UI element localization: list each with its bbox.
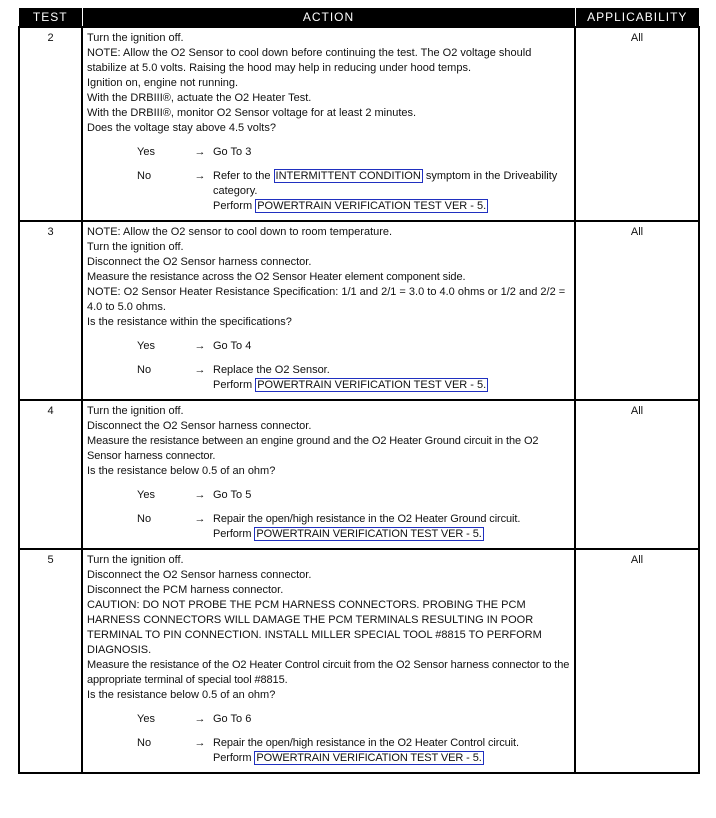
header-test: TEST xyxy=(19,8,82,27)
yes-text: Go To 4 xyxy=(213,340,252,352)
action-line: Turn the ignition off. xyxy=(87,32,184,44)
yes-label: Yes xyxy=(137,489,155,501)
test-number: 2 xyxy=(19,27,82,221)
test-number: 3 xyxy=(19,221,82,400)
header-row xyxy=(19,8,699,27)
no-label: No xyxy=(137,737,152,749)
arrow-icon: → xyxy=(194,146,206,158)
arrow-icon: → xyxy=(194,737,206,749)
no-text-pre: Refer to the xyxy=(213,170,274,182)
yes-branch xyxy=(87,145,570,160)
no-label: No xyxy=(137,364,152,376)
no-text xyxy=(213,736,570,766)
powertrain-verification-link[interactable]: POWERTRAIN VERIFICATION TEST VER - 5. xyxy=(256,752,482,764)
arrow-icon: → xyxy=(194,170,206,182)
powertrain-verification-link[interactable]: POWERTRAIN VERIFICATION TEST VER - 5. xyxy=(257,200,487,212)
no-branch xyxy=(87,736,570,766)
action-line: Disconnect the O2 Sensor harness connector. xyxy=(87,256,312,268)
perform-label: Perform xyxy=(213,528,255,540)
yes-branch xyxy=(87,488,570,503)
no-label: No xyxy=(137,170,152,182)
action-caution: CAUTION: DO NOT PROBE THE PCM HARNESS CONNECTORS. PROBING THE PCM HARNESS CONNECTORS WILL DAMAGE THE PCM TERMINALS RESULTING IN POOR TERMINAL TO PIN CONNECTION. INSTALL MILLER SPECIAL TOOL #8815 TO PERFORM DIAGNOSIS. xyxy=(87,599,542,656)
action-cell xyxy=(82,221,575,400)
applicability-cell: All xyxy=(575,27,699,221)
table-row xyxy=(19,400,699,549)
no-text-main: Repair the open/high resistance in the O2 Heater Control circuit. xyxy=(213,737,519,749)
no-text-post: symptom in the Driveability category. xyxy=(213,170,558,197)
yes-text: Go To 6 xyxy=(213,713,252,725)
yes-text: Go To 5 xyxy=(213,489,252,501)
action-line: Ignition on, engine not running. xyxy=(87,77,239,89)
action-question: Is the resistance below 0.5 of an ohm? xyxy=(87,465,276,477)
action-line: Measure the resistance of the O2 Heater Control circuit from the O2 Sensor harness connector to the appropriate terminal of special tool #8815. xyxy=(87,659,570,686)
action-note: NOTE: O2 Sensor Heater Resistance Specification: 1/1 and 2/1 = 3.0 to 4.0 ohms or 1/2 and 2/2 = 4.0 to 5.0 ohms. xyxy=(87,286,566,313)
header-applicability: APPLICABILITY xyxy=(575,8,699,27)
no-text-main: Replace the O2 Sensor. xyxy=(213,364,330,376)
diagnostic-table xyxy=(18,8,700,774)
test-number: 5 xyxy=(19,549,82,773)
action-cell xyxy=(82,27,575,221)
no-text xyxy=(213,169,570,214)
yes-label: Yes xyxy=(137,340,155,352)
test-number: 4 xyxy=(19,400,82,549)
action-line: Measure the resistance between an engine ground and the O2 Heater Ground circuit in the O2 Sensor harness connector. xyxy=(87,435,539,462)
action-line: Disconnect the PCM harness connector. xyxy=(87,584,284,596)
action-line: Turn the ignition off. xyxy=(87,241,184,253)
intermittent-condition-link[interactable]: INTERMITTENT CONDITION xyxy=(275,170,421,182)
action-question: Is the resistance below 0.5 of an ohm? xyxy=(87,689,276,701)
action-question: Does the voltage stay above 4.5 volts? xyxy=(87,122,276,134)
perform-label: Perform xyxy=(213,379,256,391)
no-branch xyxy=(87,363,570,393)
yes-branch xyxy=(87,339,570,354)
arrow-icon: → xyxy=(194,713,206,725)
yes-label: Yes xyxy=(137,713,155,725)
powertrain-verification-link[interactable]: POWERTRAIN VERIFICATION TEST VER - 5. xyxy=(256,528,482,540)
no-branch xyxy=(87,169,570,214)
applicability-cell: All xyxy=(575,400,699,549)
arrow-icon: → xyxy=(194,364,206,376)
arrow-icon: → xyxy=(194,489,206,501)
no-text xyxy=(213,363,570,393)
action-line: With the DRBIII®, actuate the O2 Heater Test. xyxy=(87,92,312,104)
action-line: Disconnect the O2 Sensor harness connector. xyxy=(87,420,312,432)
table-row xyxy=(19,549,699,773)
powertrain-verification-link[interactable]: POWERTRAIN VERIFICATION TEST VER - 5. xyxy=(257,379,487,391)
action-question: Is the resistance within the specifications? xyxy=(87,316,292,328)
arrow-icon: → xyxy=(194,340,206,352)
header-action: ACTION xyxy=(82,8,575,27)
action-line: Turn the ignition off. xyxy=(87,405,184,417)
applicability-cell: All xyxy=(575,221,699,400)
action-note: NOTE: Allow the O2 Sensor to cool down before continuing the test. The O2 voltage should stabilize at 5.0 volts. Raising the hood may help in reducing under hood temps. xyxy=(87,47,532,74)
action-line: With the DRBIII®, monitor O2 Sensor voltage for at least 2 minutes. xyxy=(87,107,417,119)
action-line: Turn the ignition off. xyxy=(87,554,184,566)
table-row xyxy=(19,221,699,400)
no-label: No xyxy=(137,513,152,525)
action-cell xyxy=(82,549,575,773)
perform-label: Perform xyxy=(213,752,255,764)
no-text-main: Repair the open/high resistance in the O2 Heater Ground circuit. xyxy=(213,513,521,525)
diagnostic-table-container xyxy=(18,8,698,774)
action-line: Measure the resistance across the O2 Sensor Heater element component side. xyxy=(87,271,466,283)
table-row xyxy=(19,27,699,221)
no-text xyxy=(213,512,570,542)
action-cell xyxy=(82,400,575,549)
yes-label: Yes xyxy=(137,146,155,158)
yes-text: Go To 3 xyxy=(213,146,252,158)
action-note: NOTE: Allow the O2 sensor to cool down to room temperature. xyxy=(87,226,393,238)
no-branch xyxy=(87,512,570,542)
applicability-cell: All xyxy=(575,549,699,773)
arrow-icon: → xyxy=(194,513,206,525)
yes-branch xyxy=(87,712,570,727)
perform-label: Perform xyxy=(213,200,256,212)
action-line: Disconnect the O2 Sensor harness connector. xyxy=(87,569,312,581)
